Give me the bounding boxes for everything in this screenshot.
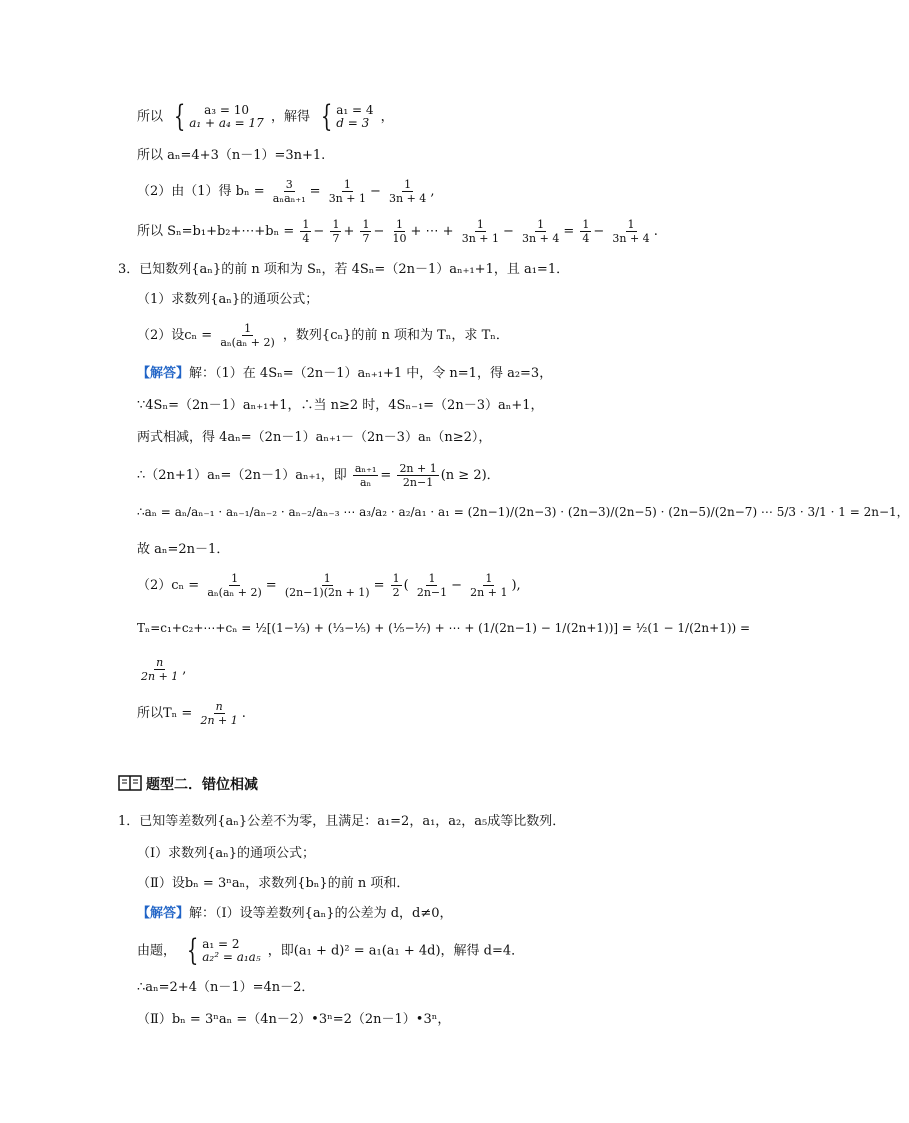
fraction: $\frac{1}{2}$ [392, 572, 400, 599]
text: ∴（2n+1）aₙ=（2n－1）aₙ₊₁，即 [137, 468, 347, 483]
text: ∴aₙ = [137, 505, 171, 519]
fraction: $\frac{1}{2n + 1}$ [470, 572, 508, 599]
fraction: $\frac{3}{\text{aₙaₙ₊₁}}$ [272, 178, 306, 205]
answer-line-3: 两式相减，得 4aₙ=（2n－1）aₙ₊₁－（2n－3）aₙ（n≥2）， [137, 430, 492, 445]
section-title: 题型二．错位相减 [146, 777, 258, 793]
solution-line-3: ∴aₙ=2+4（n－1）=4n－2． [137, 980, 315, 995]
equation-system: { a₁ = 2 a₂² = a₁a₅ [186, 933, 261, 968]
fraction: $\frac{1}{(2n-1)(2n + 1)}$ [284, 572, 370, 599]
answer-line-5 [137, 504, 909, 520]
section-heading [118, 774, 258, 796]
solution-line-4: （Ⅱ）bₙ = 3ⁿaₙ =（4n－2）•3ⁿ=2（2n－1）•3ⁿ， [137, 1012, 451, 1027]
text: ， [380, 109, 394, 125]
text: Tₙ=c₁+c₂+⋯+cₙ = [137, 621, 252, 635]
answer-line-7: （2）cₙ = $\frac{1}{\text{aₙ(aₙ + 2)}}$ = $\frac{1}{(2n-1)(2n + 1)}$ = $\frac{1}{2}$ ( $\frac{1}{2n-1}$ − $\frac{1}{2n + 1}$ ), [137, 572, 521, 599]
answer-line-4: ∴（2n+1）aₙ=（2n－1）aₙ₊₁，即 $\frac{\text{aₙ₊₁}}{\text{aₙ}}$ = $\frac{2n + 1}{2n-1}$ (n ≥ 2)． [137, 462, 500, 489]
problem-3-q2 [137, 322, 509, 349]
line-system [137, 99, 394, 134]
product-formula: aₙ/aₙ₋₁ · aₙ₋₁/aₙ₋₂ · aₙ₋₂/aₙ₋₃ ⋯ a₃/a₂ · a₂/a₁ · a₁ = (2n−1)/(2n−3) · (2n−3)/(2n−5) · (2n−5)/(2n−7) ⋯ 5/3 · 3/1 · 1 = 2n−1， [174, 505, 909, 519]
text: 所以 [137, 109, 164, 125]
text: （2）cₙ = [137, 578, 200, 593]
equation-system-2: { a₁ = 4 d = 3 [320, 99, 374, 134]
eq: a₃ = 10 [204, 103, 249, 117]
problem-3-q1: （1）求数列{aₙ}的通项公式； [137, 292, 319, 307]
fraction: $\frac{1}{3n + 4}$ [389, 178, 427, 205]
answer-line-1 [137, 366, 552, 382]
text: ，解得 [270, 109, 310, 125]
fraction: $\frac{1}{2n-1}$ [416, 572, 448, 599]
eq: a₁ = 4 [336, 103, 374, 117]
fraction: $\frac{1}{10}$ [392, 218, 407, 245]
fraction: $\frac{\text{aₙ₊₁}}{\text{aₙ}}$ [354, 462, 377, 489]
solution-line-2 [137, 933, 525, 968]
solution-line-1 [137, 906, 453, 922]
answer-line-8 [137, 620, 750, 636]
line-sn: 所以 Sₙ=b₁+b₂+⋯+bₙ = $\frac{1}{4}$ − $\frac{1}{7}$ + $\frac{1}{7}$ − $\frac{1}{10}$ + ⋯ + $\frac{1}{3n + 1}$ − $\frac{1}{3n + 4}$ = $\frac{1}{4}$ − $\frac{1}{3n + 4}$ . [137, 218, 658, 245]
sum-formula: ½[(1−⅓) + (⅓−⅕) + (⅕−⅐) + ⋯ + (1/(2n−1) − 1/(2n+1))] = ½(1 − 1/(2n+1)) = [255, 621, 751, 635]
fraction: $\frac{1}{4}$ [302, 218, 310, 245]
text: 解：（1）在 4Sₙ=（2n－1）aₙ₊₁+1 中，令 n=1，得 a₂=3， [189, 366, 553, 381]
eq: a₁ = 2 [202, 937, 240, 951]
text: （2）设cₙ = [137, 328, 213, 343]
text: 由题， [137, 943, 177, 959]
line-an: 所以 aₙ=4+3（n－1）=3n+1. [137, 148, 326, 163]
fraction: $\frac{1}{3n + 1}$ [461, 218, 499, 245]
answer-line-2: ∵4Sₙ=（2n－1）aₙ₊₁+1，∴当 n≥2 时，4Sₙ₋₁=（2n－3）aₙ+1， [137, 398, 544, 413]
fraction: $\frac{1}{7}$ [332, 218, 340, 245]
fraction: $\frac{n}{2n + 1}$ [141, 656, 179, 683]
fraction: $\frac{n}{2n + 1}$ [200, 700, 238, 727]
text: (n ≥ 2)． [440, 468, 500, 483]
eq: a₂² = a₁a₅ [202, 950, 261, 964]
answer-tag: 【解答】 [137, 906, 190, 921]
answer-line-10: 所以Tₙ = $\frac{n}{2n + 1}$ . [137, 700, 246, 727]
fraction: $\frac{1}{\text{aₙ(aₙ + 2)}}$ [207, 572, 262, 599]
text: ，即(a₁ + d)² = a₁(a₁ + 4d)，解得 d=4． [267, 943, 525, 959]
answer-line-9: $\frac{n}{2n + 1}$ , [141, 656, 187, 683]
fraction: $\frac{1}{4}$ [582, 218, 590, 245]
fraction: $\frac{2n + 1}{2n-1}$ [399, 462, 437, 489]
question-1-part-ii: （Ⅱ）设bₙ = 3ⁿaₙ，求数列{bₙ}的前 n 项和． [137, 876, 410, 891]
text: 解：（Ⅰ）设等差数列{aₙ}的公差为 d，d≠0， [189, 906, 453, 921]
answer-tag: 【解答】 [137, 366, 190, 381]
equation-system-1: { a₃ = 10 a₁ + a₄ = 17 [173, 99, 264, 134]
eq: d = 3 [336, 116, 370, 130]
problem-3-title: 3．已知数列{aₙ}的前 n 项和为 Sₙ，若 4Sₙ=（2n－1）aₙ₊₁+1，且 a₁=1． [118, 262, 570, 277]
question-1-title: 1．已知等差数列{aₙ}公差不为零，且满足：a₁=2，a₁，a₂，a₅成等比数列． [118, 814, 566, 829]
book-icon [118, 774, 142, 796]
text: （2）由（1）得 bₙ = [137, 184, 265, 199]
text: ，数列{cₙ}的前 n 项和为 Tₙ，求 Tₙ． [282, 328, 509, 343]
question-1-part-i: （Ⅰ）求数列{aₙ}的通项公式； [137, 846, 316, 861]
fraction: $\frac{1}{\text{aₙ(aₙ + 2)}}$ [220, 322, 275, 349]
text: 所以Tₙ = [137, 706, 193, 721]
answer-line-6: 故 aₙ=2n－1． [137, 542, 230, 557]
line-bn: （2）由（1）得 bₙ = $\frac{3}{\text{aₙaₙ₊₁}}$ = $\frac{1}{3n + 1}$ − $\frac{1}{3n + 4}$ , [137, 178, 435, 205]
fraction: $\frac{1}{3n + 4}$ [612, 218, 650, 245]
eq: a₁ + a₄ = 17 [189, 116, 264, 130]
fraction: $\frac{1}{3n + 1}$ [328, 178, 366, 205]
text: 所以 Sₙ=b₁+b₂+⋯+bₙ = [137, 224, 295, 239]
fraction: $\frac{1}{3n + 4}$ [522, 218, 560, 245]
fraction: $\frac{1}{7}$ [362, 218, 370, 245]
